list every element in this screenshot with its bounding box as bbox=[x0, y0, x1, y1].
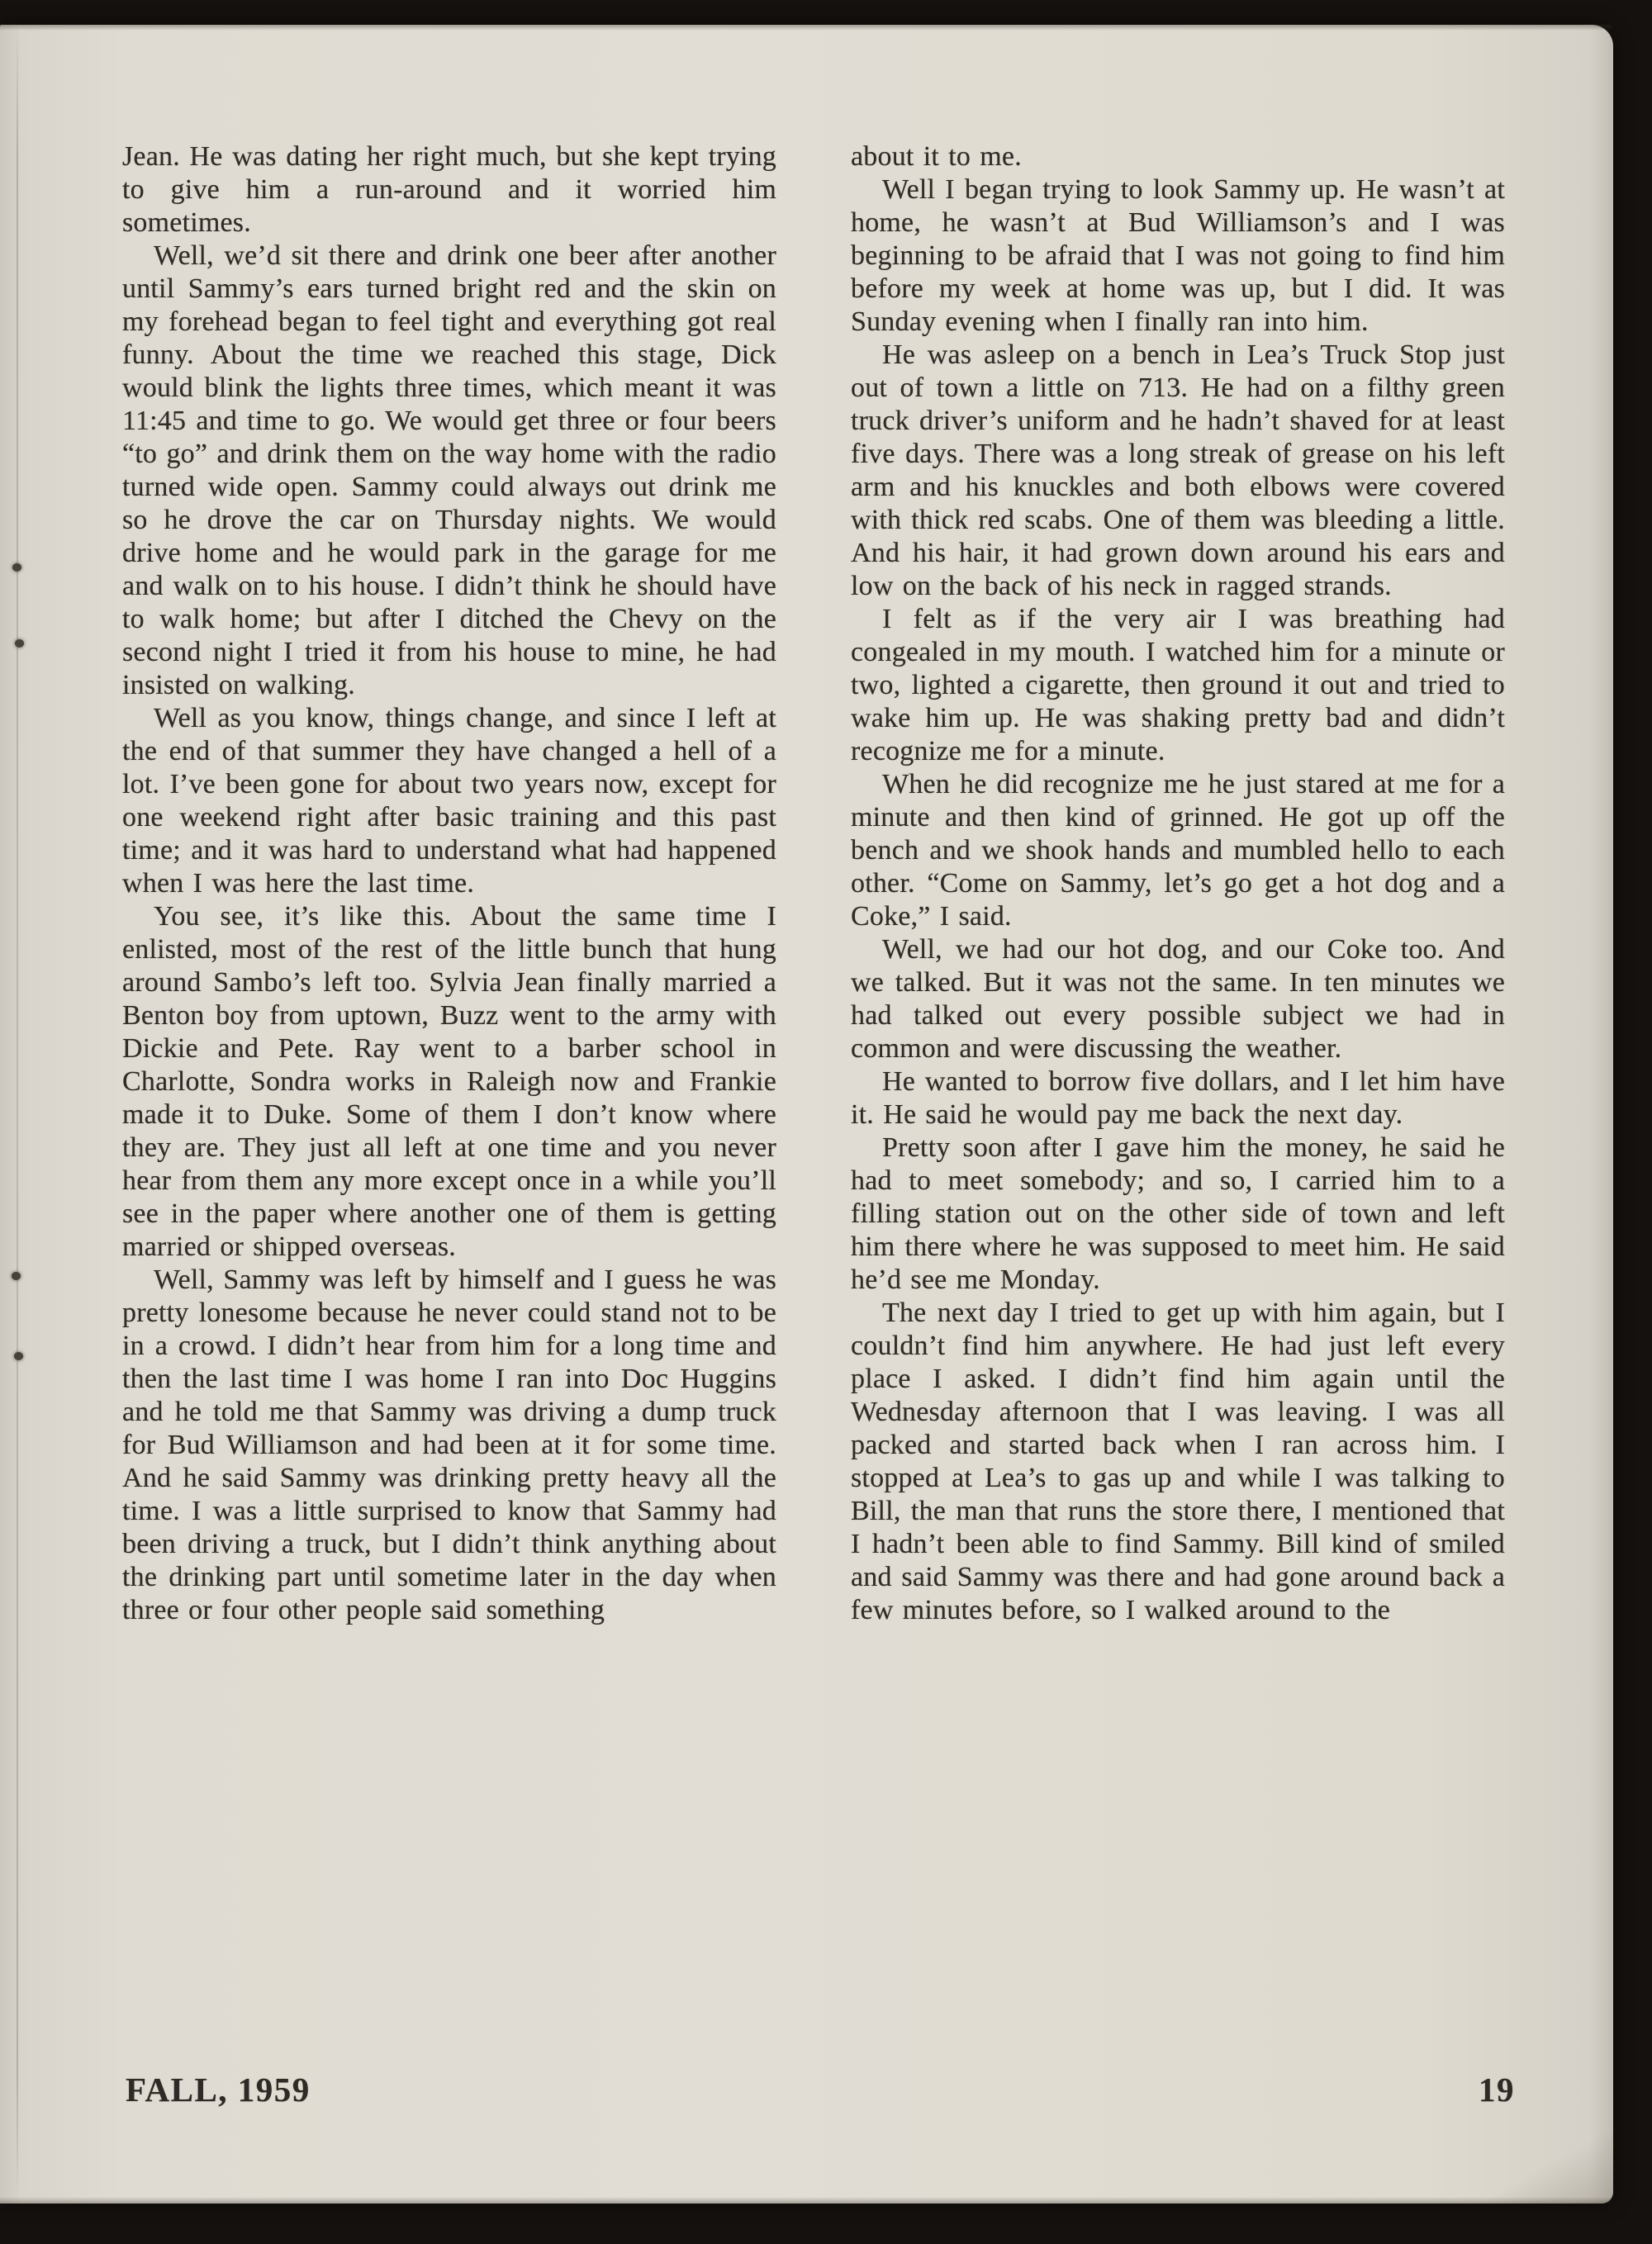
story-paragraph: Well, we had our hot dog, and our Coke too. And we talked. But it was not the same. In ten minutes we had talked out every possible subject we had in common and were discussing the weather. bbox=[851, 934, 1505, 1064]
story-paragraph: about it to me. bbox=[851, 141, 1022, 172]
footer-issue-label: FALL, 1959 bbox=[126, 2071, 311, 2109]
page-sheet bbox=[0, 25, 1613, 2204]
staple-dot bbox=[12, 1272, 21, 1280]
story-paragraph: Pretty soon after I gave him the money, he said he had to meet somebody; and so, I carried him to a filling station out on the other side of town and left him there where he was supposed to meet him. He said he’d see me Monday. bbox=[851, 1132, 1505, 1295]
story-paragraph: Well, Sammy was left by himself and I guess he was pretty lonesome because he never could stand not to be in a crowd. I didn’t hear from him for a long time and then the last time I was home I ran into Doc Huggins and he told me that Sammy was driving a dump truck for Bud Williamson and had been at it for some time. And he said Sammy was drinking pretty heavy all the time. I was a little surprised to know that Sammy had been driving a truck, but I didn’t think anything about the drinking part until sometime later in the day when three or four other people said something bbox=[122, 1264, 776, 1625]
story-paragraph: Well, we’d sit there and drink one beer after another until Sammy’s ears turned bright red and the skin on my forehead began to feel tight and everything got real funny. About the time we reached this stage, Dick would blink the lights three times, which meant it was 11:45 and time to go. We would get three or four beers “to go” and drink them on the way home with the radio turned wide open. Sammy could always out drink me so he drove the car on Thursday nights. We would drive home and he would park in the garage for me and walk on to his house. I didn’t think he should have to walk home; but after I ditched the Chevy on the second night I tried it from his house to mine, he had insisted on walking. bbox=[122, 240, 776, 700]
story-paragraph: Well as you know, things change, and since I left at the end of that summer they have changed a hell of a lot. I’ve been gone for about two years now, except for one weekend right after basic training and this past time; and it was hard to understand what had happened when I was here the last time. bbox=[122, 703, 776, 899]
story-paragraph: He was asleep on a bench in Lea’s Truck Stop just out of town a little on 713. He had on a filthy green truck driver’s uniform and he hadn’t shaved for at least five days. There was a long streak of grease on his left arm and his knuckles and both elbows were covered with thick red scabs. One of them was bleeding a little. And his hair, it had grown down around his ears and low on the back of his neck in ragged strands. bbox=[851, 339, 1505, 601]
footer-page-number: 19 bbox=[1479, 2071, 1515, 2109]
staple-dot bbox=[14, 1352, 23, 1360]
page-footer bbox=[126, 2071, 1515, 2108]
story-paragraph: You see, it’s like this. About the same time I enlisted, most of the rest of the little bunch that hung around Sambo’s left too. Sylvia Jean finally married a Benton boy from uptown, Buzz went to the army with Dickie and Pete. Ray went to a barber school in Charlotte, Sondra works in Raleigh now and Frankie made it to Duke. Some of them I don’t know where they are. They just all left at one time and you never hear from them any more except once in a while you’ll see in the paper where another one of them is getting married or shipped overseas. bbox=[122, 901, 776, 1262]
story-paragraph: I felt as if the very air I was breathing had congealed in my mouth. I watched him for a minute or two, lighted a cigarette, then ground it out and tried to wake him up. He was shaking pretty bad and didn’t recognize me for a minute. bbox=[851, 604, 1505, 766]
story-paragraph: He wanted to borrow five dollars, and I let him have it. He said he would pay me back the next day. bbox=[851, 1066, 1505, 1130]
text-column-left bbox=[122, 140, 776, 2065]
staple-dot bbox=[12, 563, 21, 572]
story-paragraph: The next day I tried to get up with him again, but I couldn’t find him anywhere. He had just left every place I asked. I didn’t find him again until the Wednesday afternoon that I was leaving. I was all packed and started back when I ran across him. I stopped at Lea’s to gas up and while I was talking to Bill, the man that runs the store there, I mentioned that I hadn’t been able to find Sammy. Bill kind of smiled and said Sammy was there and had gone around back a few minutes before, so I walked around to the bbox=[851, 1298, 1505, 1625]
story-paragraph: When he did recognize me he just stared at me for a minute and then kind of grinned. He got up off the bench and we shook hands and mumbled hello to each other. “Come on Sammy, let’s go get a hot dog and a Coke,” I said. bbox=[851, 769, 1505, 932]
story-paragraph: Well I began trying to look Sammy up. He wasn’t at home, he wasn’t at Bud Williamson’s and I was beginning to be afraid that I was not going to find him before my week at home was up, but I did. It was Sunday evening when I finally ran into him. bbox=[851, 174, 1505, 337]
story-paragraph: Jean. He was dating her right much, but she kept trying to give him a run-around and it worried him sometimes. bbox=[122, 141, 776, 238]
spine-fold-line bbox=[17, 25, 18, 2204]
text-column-right bbox=[851, 140, 1505, 2065]
staple-dot bbox=[15, 639, 24, 648]
page-corner-fold bbox=[1489, 2133, 1613, 2204]
